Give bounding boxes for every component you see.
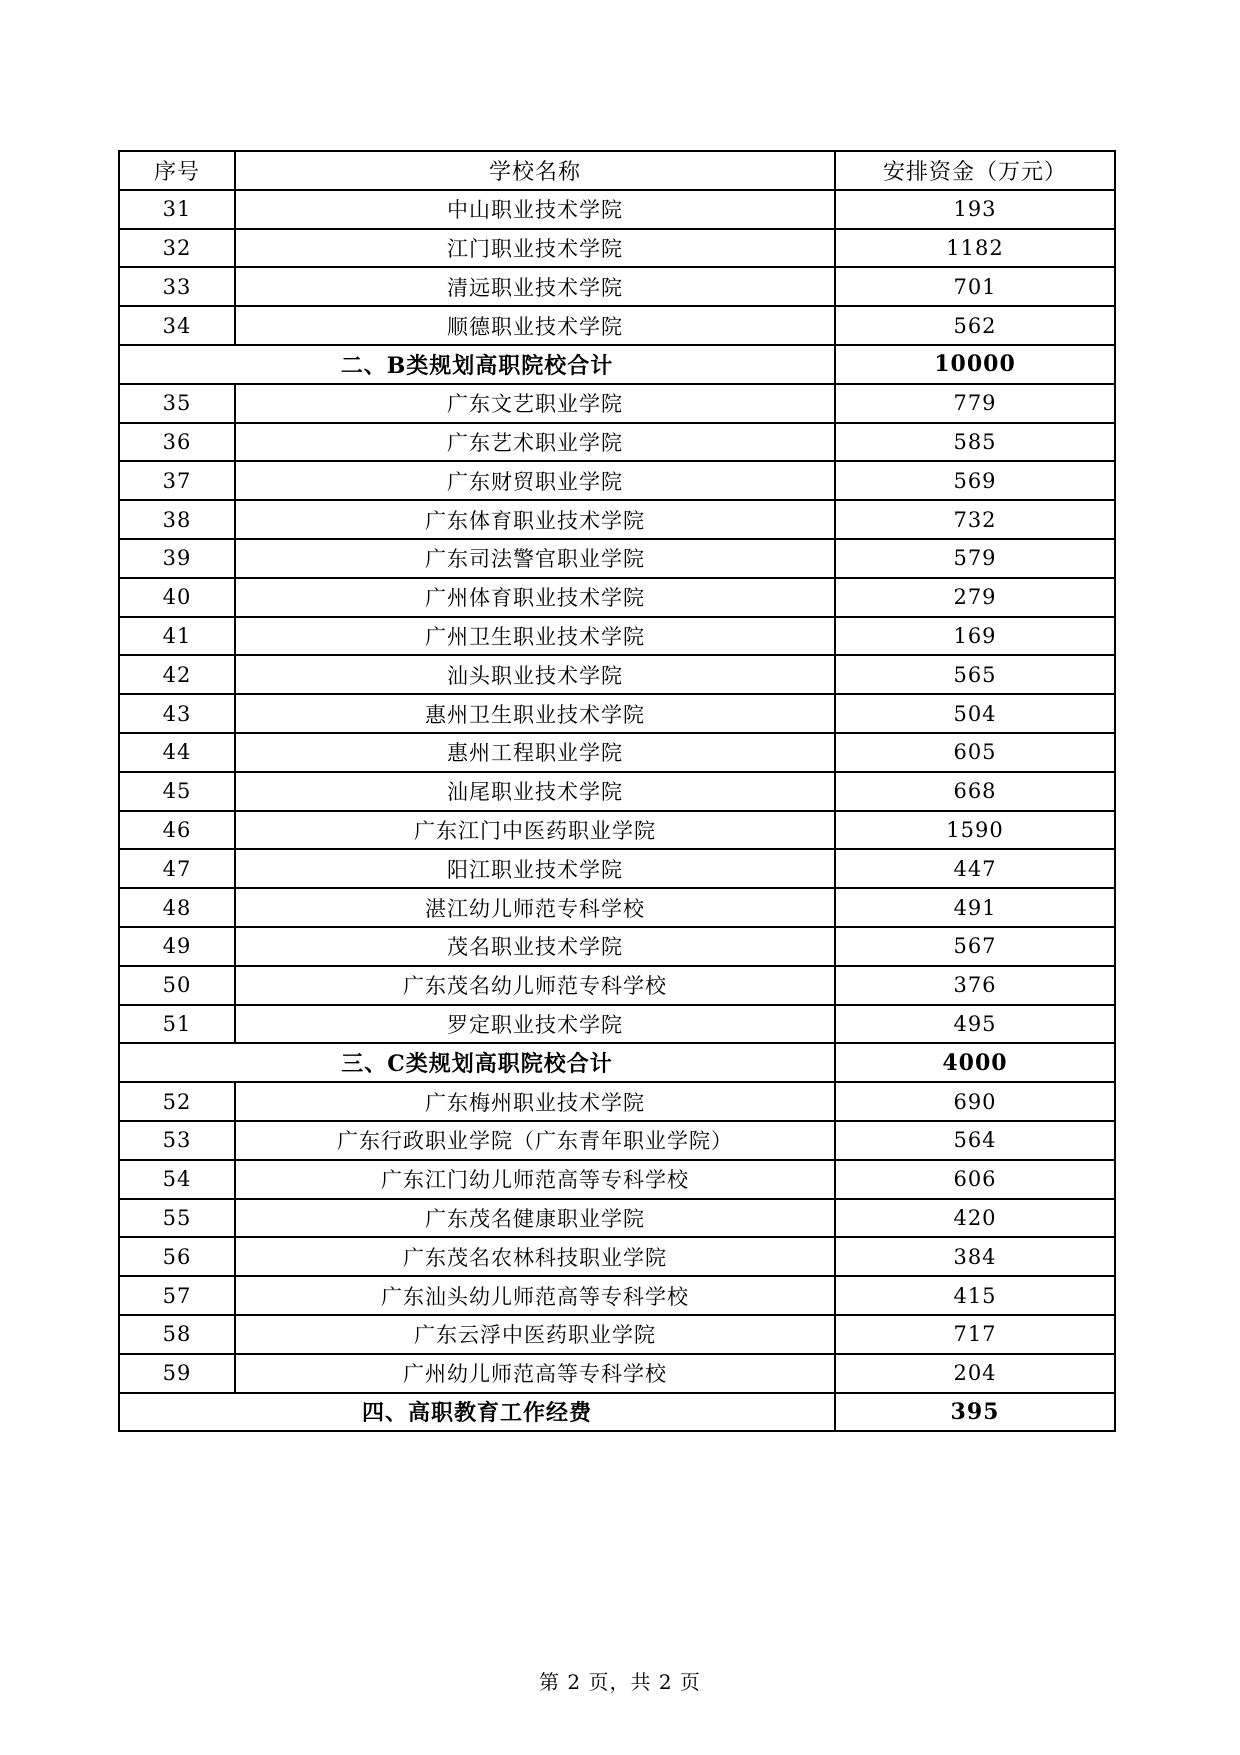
school-name-cell: 广东司法警官职业学院 [235, 539, 835, 578]
table-row [119, 849, 1115, 888]
table-row [119, 500, 1115, 539]
amount-cell: 565 [835, 655, 1115, 694]
serial-number-cell: 42 [119, 655, 235, 694]
serial-number-cell: 57 [119, 1276, 235, 1315]
serial-number-cell: 53 [119, 1121, 235, 1160]
school-name-cell: 广东茂名幼儿师范专科学校 [235, 966, 835, 1005]
school-name-cell: 广东财贸职业学院 [235, 461, 835, 500]
serial-number-cell: 51 [119, 1005, 235, 1044]
amount-cell: 376 [835, 966, 1115, 1005]
amount-cell: 585 [835, 423, 1115, 462]
subtotal-row [119, 345, 1115, 384]
serial-number-cell: 34 [119, 306, 235, 345]
amount-cell: 415 [835, 1276, 1115, 1315]
table-row [119, 306, 1115, 345]
header-school-name: 学校名称 [235, 151, 835, 190]
subtotal-amount: 10000 [835, 345, 1115, 384]
page-footer: 第 2 页，共 2 页 [539, 1670, 701, 1694]
amount-cell: 564 [835, 1121, 1115, 1160]
school-name-cell: 茂名职业技术学院 [235, 927, 835, 966]
table-row [119, 190, 1115, 229]
serial-number-cell: 45 [119, 772, 235, 811]
serial-number-cell: 35 [119, 384, 235, 423]
school-name-cell: 广州卫生职业技术学院 [235, 617, 835, 656]
subtotal-amount: 395 [835, 1393, 1115, 1432]
school-name-cell: 湛江幼儿师范专科学校 [235, 888, 835, 927]
school-name-cell: 广东体育职业技术学院 [235, 500, 835, 539]
table-row [119, 888, 1115, 927]
school-name-cell: 阳江职业技术学院 [235, 849, 835, 888]
header-allocated-funds: 安排资金（万元） [835, 151, 1115, 190]
serial-number-cell: 39 [119, 539, 235, 578]
school-name-cell: 广东江门中医药职业学院 [235, 811, 835, 850]
serial-number-cell: 33 [119, 267, 235, 306]
table-row [119, 1276, 1115, 1315]
amount-cell: 606 [835, 1160, 1115, 1199]
table-row [119, 267, 1115, 306]
serial-number-cell: 44 [119, 733, 235, 772]
amount-cell: 491 [835, 888, 1115, 927]
serial-number-cell: 31 [119, 190, 235, 229]
serial-number-cell: 56 [119, 1237, 235, 1276]
table-row [119, 966, 1115, 1005]
table-header-row [119, 151, 1115, 190]
school-name-cell: 中山职业技术学院 [235, 190, 835, 229]
table-body [119, 190, 1115, 1432]
amount-cell: 605 [835, 733, 1115, 772]
amount-cell: 579 [835, 539, 1115, 578]
amount-cell: 169 [835, 617, 1115, 656]
serial-number-cell: 43 [119, 694, 235, 733]
table-row [119, 772, 1115, 811]
table-row [119, 1199, 1115, 1238]
subtotal-label: 三、C类规划高职院校合计 [119, 1043, 835, 1082]
amount-cell: 279 [835, 578, 1115, 617]
table-row [119, 1160, 1115, 1199]
school-name-cell: 广东汕头幼儿师范高等专科学校 [235, 1276, 835, 1315]
school-name-cell: 广东梅州职业技术学院 [235, 1082, 835, 1121]
amount-cell: 193 [835, 190, 1115, 229]
table-row [119, 617, 1115, 656]
table-row [119, 1354, 1115, 1393]
serial-number-cell: 59 [119, 1354, 235, 1393]
amount-cell: 562 [835, 306, 1115, 345]
serial-number-cell: 55 [119, 1199, 235, 1238]
amount-cell: 779 [835, 384, 1115, 423]
table-row [119, 1121, 1115, 1160]
table-row [119, 229, 1115, 268]
school-name-cell: 广东行政职业学院（广东青年职业学院） [235, 1121, 835, 1160]
school-name-cell: 罗定职业技术学院 [235, 1005, 835, 1044]
header-serial-number: 序号 [119, 151, 235, 190]
subtotal-label: 四、高职教育工作经费 [119, 1393, 835, 1432]
amount-cell: 204 [835, 1354, 1115, 1393]
table-row [119, 578, 1115, 617]
school-name-cell: 顺德职业技术学院 [235, 306, 835, 345]
school-name-cell: 汕尾职业技术学院 [235, 772, 835, 811]
amount-cell: 567 [835, 927, 1115, 966]
school-name-cell: 汕头职业技术学院 [235, 655, 835, 694]
amount-cell: 732 [835, 500, 1115, 539]
amount-cell: 420 [835, 1199, 1115, 1238]
table-row [119, 384, 1115, 423]
table-row [119, 927, 1115, 966]
subtotal-label: 二、B类规划高职院校合计 [119, 345, 835, 384]
serial-number-cell: 40 [119, 578, 235, 617]
serial-number-cell: 58 [119, 1315, 235, 1354]
subtotal-row [119, 1043, 1115, 1082]
serial-number-cell: 54 [119, 1160, 235, 1199]
serial-number-cell: 32 [119, 229, 235, 268]
serial-number-cell: 50 [119, 966, 235, 1005]
serial-number-cell: 48 [119, 888, 235, 927]
table-row [119, 694, 1115, 733]
amount-cell: 668 [835, 772, 1115, 811]
school-name-cell: 广东茂名健康职业学院 [235, 1199, 835, 1238]
serial-number-cell: 52 [119, 1082, 235, 1121]
amount-cell: 717 [835, 1315, 1115, 1354]
school-name-cell: 惠州卫生职业技术学院 [235, 694, 835, 733]
amount-cell: 504 [835, 694, 1115, 733]
table-row [119, 733, 1115, 772]
table-row [119, 811, 1115, 850]
table-row [119, 423, 1115, 462]
school-name-cell: 广东艺术职业学院 [235, 423, 835, 462]
serial-number-cell: 36 [119, 423, 235, 462]
serial-number-cell: 47 [119, 849, 235, 888]
serial-number-cell: 38 [119, 500, 235, 539]
school-name-cell: 广州幼儿师范高等专科学校 [235, 1354, 835, 1393]
table-row [119, 655, 1115, 694]
school-name-cell: 广东云浮中医药职业学院 [235, 1315, 835, 1354]
serial-number-cell: 46 [119, 811, 235, 850]
amount-cell: 495 [835, 1005, 1115, 1044]
school-name-cell: 广东江门幼儿师范高等专科学校 [235, 1160, 835, 1199]
serial-number-cell: 41 [119, 617, 235, 656]
amount-cell: 1182 [835, 229, 1115, 268]
school-name-cell: 广东文艺职业学院 [235, 384, 835, 423]
school-name-cell: 江门职业技术学院 [235, 229, 835, 268]
table-row [119, 1005, 1115, 1044]
amount-cell: 569 [835, 461, 1115, 500]
table-row [119, 539, 1115, 578]
amount-cell: 447 [835, 849, 1115, 888]
table-row [119, 461, 1115, 500]
amount-cell: 1590 [835, 811, 1115, 850]
school-name-cell: 广州体育职业技术学院 [235, 578, 835, 617]
school-name-cell: 广东茂名农林科技职业学院 [235, 1237, 835, 1276]
table-row [119, 1082, 1115, 1121]
amount-cell: 701 [835, 267, 1115, 306]
school-name-cell: 惠州工程职业学院 [235, 733, 835, 772]
serial-number-cell: 37 [119, 461, 235, 500]
amount-cell: 690 [835, 1082, 1115, 1121]
amount-cell: 384 [835, 1237, 1115, 1276]
table-row [119, 1237, 1115, 1276]
serial-number-cell: 49 [119, 927, 235, 966]
school-name-cell: 清远职业技术学院 [235, 267, 835, 306]
subtotal-row [119, 1393, 1115, 1432]
table-row [119, 1315, 1115, 1354]
subtotal-amount: 4000 [835, 1043, 1115, 1082]
funding-table [118, 150, 1116, 1432]
